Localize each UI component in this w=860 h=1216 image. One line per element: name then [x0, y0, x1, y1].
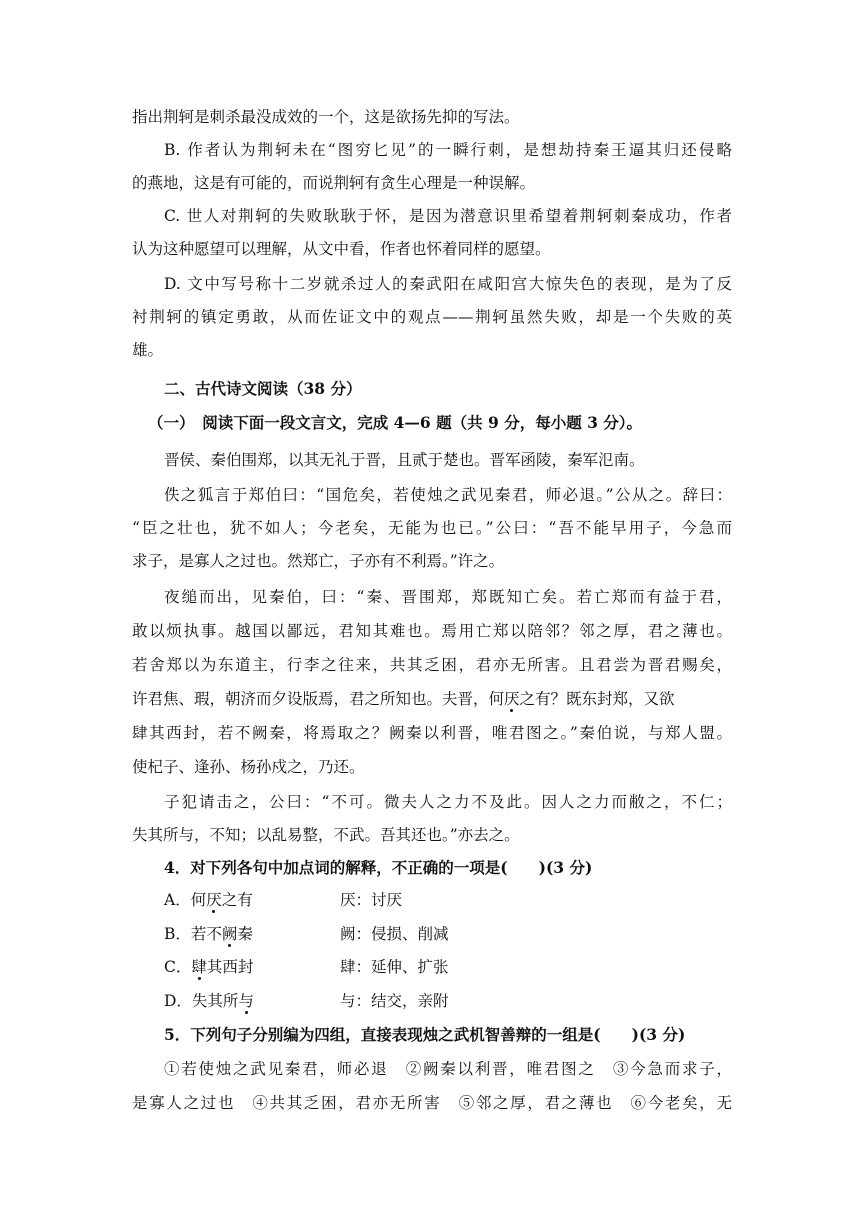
passage-line: 肆其西封，若不阙秦，将焉取之？阙秦以利晋，唯君图之。”秦伯说，与郑人盟。 — [132, 724, 732, 742]
dotted-word: 阙 — [221, 925, 238, 943]
option-d-line-3: 雄。 — [132, 341, 164, 359]
option-d-line-2: 衬荆轲的镇定勇敢，从而佐证文中的观点——荆轲虽然失败，却是一个失败的英 — [132, 308, 732, 326]
q4-option-c-gloss: 肆：延伸、扩张 — [340, 958, 449, 976]
subsection-heading: （一） 阅读下面一段文言文，完成 4—6 题（共 9 分，每小题 3 分）。 — [148, 413, 643, 432]
q4-option-a-gloss: 厌：讨厌 — [340, 891, 403, 909]
question-5-stem: 5．下列句子分别编为四组，直接表现烛之武机智善辩的一组是( )(3 分) — [164, 1025, 686, 1044]
dotted-word: 肆 — [191, 958, 207, 976]
passage-line: 敢以烦执事。越国以鄙远，君知其难也。焉用亡郑以陪邻？邻之厚，君之薄也。 — [132, 622, 732, 640]
q4-option-d-gloss: 与：结交，亲附 — [340, 992, 449, 1010]
option-b-line-1: B. 作者认为荆轲未在“图穷匕见”的一瞬行刺，是想劫持秦王逼其归还侵略 — [164, 141, 732, 159]
q4-option-b: B．若不阙秦 — [164, 925, 253, 943]
section-heading: 二、古代诗文阅读（38 分） — [164, 379, 362, 398]
passage-line-with-dotted-word — [132, 689, 732, 709]
q4-option-c: C．肆其西封 — [164, 958, 254, 976]
passage-line: 若舍郑以为东道主，行李之往来，共其乏困，君亦无所害。且君尝为晋君赐矣， — [132, 656, 732, 674]
passage-line: 使杞子、逢孙、杨孙戍之，乃还。 — [132, 758, 365, 776]
passage-line: “臣之壮也，犹不如人；今老矣，无能为也已。”公曰：“吾不能早用子，今急而 — [132, 519, 732, 537]
q4-option-a: A．何厌之有 — [164, 891, 253, 909]
dotted-word: 厌 — [206, 891, 222, 909]
option-b-line-2: 的燕地，这是有可能的，而说荆轲有贪生心理是一种误解。 — [132, 174, 536, 192]
option-c-line-2: 认为这种愿望可以理解，从文中看，作者也怀着同样的愿望。 — [132, 240, 551, 258]
dotted-word: 与 — [238, 992, 254, 1010]
passage-line: 子犯请击之，公曰：“不可。微夫人之力不及此。因人之力而敝之，不仁； — [164, 793, 732, 811]
q4-option-d: D．失其所与 — [164, 992, 254, 1010]
q5-line-1: ①若使烛之武见秦君，师必退 ②阙秦以利晋，唯君图之 ③今急而求子， — [164, 1060, 732, 1078]
passage-line: 求子，是寡人之过也。然郑亡，子亦有不利焉。”许之。 — [132, 552, 505, 570]
passage-text: 许君焦、瑕，朝济而夕设版焉，君之所知也。夫晋，何 — [132, 690, 505, 708]
option-d-line-1: D. 文中写号称十二岁就杀过人的秦武阳在咸阳宫大惊失色的表现，是为了反 — [164, 275, 732, 293]
passage-paragraph-1: 晋侯、秦伯围郑，以其无礼于晋，且贰于楚也。晋军函陵，秦军氾南。 — [164, 451, 645, 469]
passage-line: 佚之狐言于郑伯曰：“国危矣，若使烛之武见秦君，师必退。”公从之。辞曰： — [164, 486, 732, 504]
q5-line-2: 是寡人之过也 ④共其乏困，君亦无所害 ⑤邻之厚，君之薄也 ⑥今老矣，无 — [132, 1094, 732, 1112]
passage-text: 之有？既东封郑，又欲 — [519, 690, 675, 708]
option-c-line-1: C. 世人对荆轲的失败耿耿于怀，是因为潜意识里希望着荆轲刺秦成功，作者 — [164, 207, 732, 225]
passage-line: 失其所与，不知；以乱易整，不武。吾其还也。”亦去之。 — [132, 826, 520, 844]
dotted-word: 厌 — [504, 690, 520, 708]
q4-option-b-gloss: 阙：侵损、削减 — [340, 925, 449, 943]
question-4-stem: 4．对下列各句中加点词的解释，不正确的一项是( )(3 分) — [164, 858, 593, 877]
passage-line: 夜缒而出，见秦伯，曰：“秦、晋围郑，郑既知亡矣。若亡郑而有益于君， — [164, 588, 732, 606]
text-line: 指出荆轲是刺杀最没成效的一个，这是欲扬先抑的写法。 — [132, 108, 520, 126]
